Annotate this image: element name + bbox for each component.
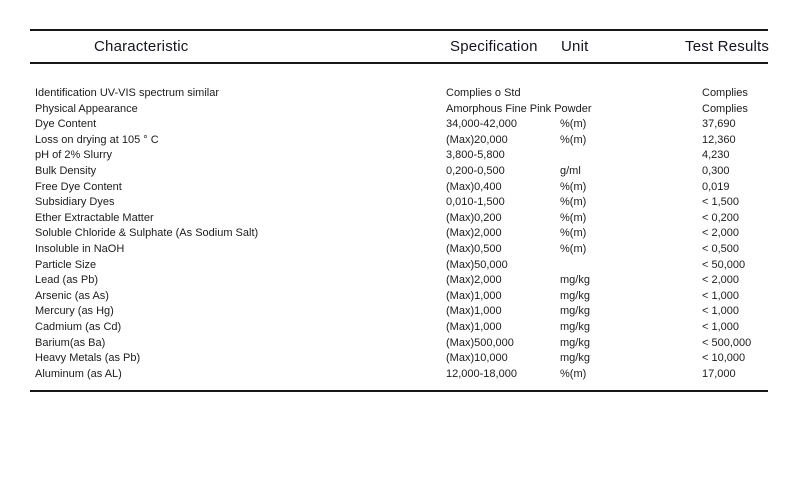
cell-characteristic: Barium(as Ba) bbox=[35, 336, 106, 349]
table-bottom-rule bbox=[30, 390, 768, 392]
table-row bbox=[30, 226, 768, 242]
col-header-test-results: Test Results bbox=[685, 38, 770, 55]
table-row bbox=[30, 273, 768, 289]
cell-unit: %(m) bbox=[560, 133, 587, 146]
cell-test-result: < 1,500 bbox=[702, 196, 740, 209]
cell-specification: (Max)10,000 bbox=[446, 352, 508, 365]
cell-specification: 34,000-42,000 bbox=[446, 118, 517, 131]
table-row bbox=[30, 102, 768, 118]
table-row bbox=[30, 148, 768, 164]
cell-characteristic: Particle Size bbox=[35, 258, 97, 271]
cell-unit: %(m) bbox=[560, 180, 587, 193]
table-row bbox=[30, 164, 768, 180]
cell-test-result: < 0,500 bbox=[702, 242, 740, 255]
cell-test-result: < 2,000 bbox=[702, 227, 740, 240]
cell-specification: 12,000-18,000 bbox=[446, 367, 517, 380]
table-row bbox=[30, 304, 768, 320]
cell-test-result: 4,230 bbox=[702, 149, 730, 162]
cell-test-result: < 2,000 bbox=[702, 274, 740, 287]
table-row bbox=[30, 336, 768, 352]
table-row bbox=[30, 367, 768, 383]
cell-unit bbox=[560, 86, 702, 102]
cell-specification: (Max)1,000 bbox=[446, 289, 502, 302]
col-header-unit: Unit bbox=[561, 38, 589, 55]
table-row bbox=[30, 258, 768, 274]
cell-specification: (Max)0,500 bbox=[446, 242, 502, 255]
table-row bbox=[30, 133, 768, 149]
cell-characteristic: Aluminum (as AL) bbox=[35, 367, 122, 380]
cell-test-result: < 0,200 bbox=[702, 211, 740, 224]
cell-test-result: 17,000 bbox=[702, 367, 736, 380]
cell-unit: g/ml bbox=[560, 164, 581, 177]
table-header-row bbox=[30, 31, 768, 62]
cell-characteristic: pH of 2% Slurry bbox=[35, 149, 113, 162]
cell-unit bbox=[560, 258, 702, 274]
cell-characteristic: Cadmium (as Cd) bbox=[35, 320, 122, 333]
cell-specification: (Max)2,000 bbox=[446, 274, 502, 287]
cell-specification: Amorphous Fine Pink Powder bbox=[446, 102, 592, 115]
col-header-characteristic: Characteristic bbox=[94, 38, 189, 55]
cell-specification: (Max)1,000 bbox=[446, 305, 502, 318]
table-row bbox=[30, 86, 768, 102]
cell-specification: 3,800-5,800 bbox=[446, 149, 505, 162]
cell-unit: %(m) bbox=[560, 227, 587, 240]
cell-unit: %(m) bbox=[560, 367, 587, 380]
cell-characteristic: Loss on drying at 105 ° C bbox=[35, 133, 159, 146]
cell-test-result: < 50,000 bbox=[702, 258, 746, 271]
cell-specification: (Max)2,000 bbox=[446, 227, 502, 240]
col-header-specification: Specification bbox=[450, 38, 538, 55]
cell-unit: %(m) bbox=[560, 242, 587, 255]
cell-unit: mg/kg bbox=[560, 305, 590, 318]
cell-characteristic: Bulk Density bbox=[35, 164, 97, 177]
table-row bbox=[30, 320, 768, 336]
cell-unit: mg/kg bbox=[560, 274, 590, 287]
table-row bbox=[30, 351, 768, 367]
cell-test-result: < 1,000 bbox=[702, 289, 740, 302]
cell-test-result: 37,690 bbox=[702, 118, 736, 131]
cell-test-result: < 10,000 bbox=[702, 352, 746, 365]
cell-test-result: Complies bbox=[702, 102, 748, 115]
cell-unit: mg/kg bbox=[560, 289, 590, 302]
table-row bbox=[30, 242, 768, 258]
cell-characteristic: Dye Content bbox=[35, 118, 97, 131]
cell-characteristic: Soluble Chloride & Sulphate (As Sodium Salt) bbox=[35, 227, 259, 240]
cell-specification: 0,010-1,500 bbox=[446, 196, 505, 209]
table-row bbox=[30, 211, 768, 227]
table-row bbox=[30, 180, 768, 196]
cell-specification: (Max)0,400 bbox=[446, 180, 502, 193]
cell-test-result: 12,360 bbox=[702, 133, 736, 146]
cell-test-result: < 1,000 bbox=[702, 305, 740, 318]
cell-characteristic: Arsenic (as As) bbox=[35, 289, 109, 302]
cell-characteristic: Subsidiary Dyes bbox=[35, 196, 115, 209]
cell-test-result: < 1,000 bbox=[702, 320, 740, 333]
cell-characteristic: Physical Appearance bbox=[35, 102, 138, 115]
cell-characteristic: Ether Extractable Matter bbox=[35, 211, 154, 224]
cell-characteristic: Heavy Metals (as Pb) bbox=[35, 352, 141, 365]
cell-specification: (Max)0,200 bbox=[446, 211, 502, 224]
cell-unit: %(m) bbox=[560, 196, 587, 209]
cell-unit bbox=[560, 102, 702, 118]
cell-unit: %(m) bbox=[560, 118, 587, 131]
cell-test-result: 0,300 bbox=[702, 164, 730, 177]
table-row bbox=[30, 117, 768, 133]
cell-specification: (Max)500,000 bbox=[446, 336, 514, 349]
cell-unit: mg/kg bbox=[560, 336, 590, 349]
cell-specification: (Max)1,000 bbox=[446, 320, 502, 333]
cell-test-result: Complies bbox=[702, 87, 748, 99]
spec-table bbox=[30, 0, 768, 392]
table-row bbox=[30, 289, 768, 305]
cell-characteristic: Lead (as Pb) bbox=[35, 274, 98, 287]
cell-specification: Complies o Std bbox=[446, 87, 521, 99]
cell-unit: mg/kg bbox=[560, 320, 590, 333]
cell-specification: 0,200-0,500 bbox=[446, 164, 505, 177]
cell-characteristic: Free Dye Content bbox=[35, 180, 122, 193]
cell-specification: (Max)50,000 bbox=[446, 258, 508, 271]
cell-specification: (Max)20,000 bbox=[446, 133, 508, 146]
cell-characteristic: Mercury (as Hg) bbox=[35, 305, 114, 318]
cell-characteristic: Insoluble in NaOH bbox=[35, 242, 125, 255]
cell-characteristic: Identification UV-VIS spectrum similar bbox=[35, 87, 220, 99]
cell-unit bbox=[560, 148, 702, 164]
cell-unit: %(m) bbox=[560, 211, 587, 224]
cell-test-result: < 500,000 bbox=[702, 336, 752, 349]
table-row bbox=[30, 195, 768, 211]
cell-unit: mg/kg bbox=[560, 352, 590, 365]
table-body bbox=[30, 64, 768, 390]
cell-test-result: 0,019 bbox=[702, 180, 730, 193]
